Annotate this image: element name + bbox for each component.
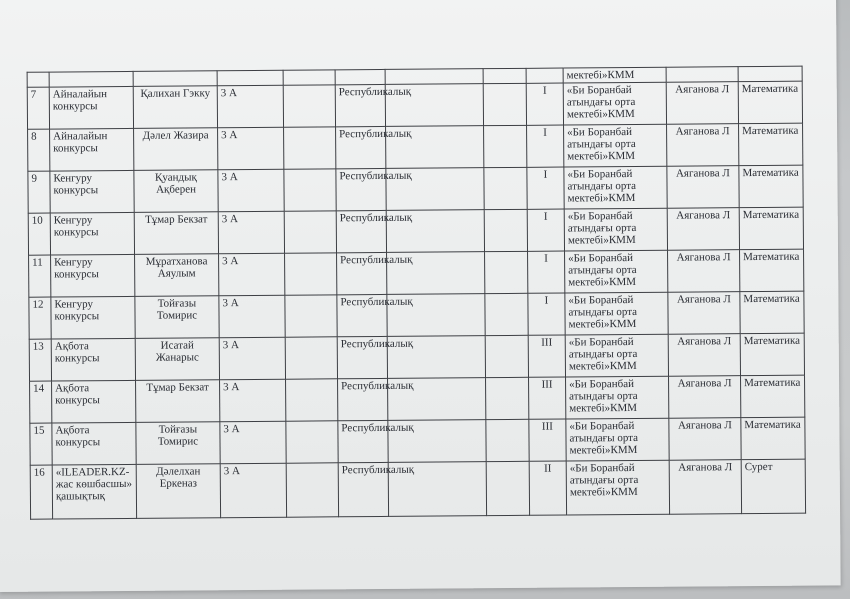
empty-cell <box>285 253 337 295</box>
level: Республикалық <box>337 252 387 294</box>
teacher: Аяганова Л <box>668 334 740 377</box>
level: Республикалық <box>336 168 386 210</box>
school: «Би Боранбай атындағы орта мектебі»КММ <box>565 292 668 335</box>
empty-cell <box>484 209 527 251</box>
empty-cell <box>486 419 529 461</box>
school: «Би Боранбай атындағы орта мектебі»КММ <box>563 82 666 125</box>
row-number: 16 <box>30 465 52 519</box>
contest-name: Кенгуру конкурсы <box>51 254 135 297</box>
school: «Би Боранбай атындағы орта мектебі»КММ <box>564 166 667 209</box>
row-number: 8 <box>28 129 50 171</box>
contest-name: Кенгуру конкурсы <box>51 296 135 339</box>
student-name: Тұмар Бекзат <box>136 380 220 423</box>
grade: 3 А <box>219 253 285 296</box>
level: Республикалық <box>338 378 388 420</box>
empty-cell <box>286 421 338 463</box>
row-number: 14 <box>30 381 52 423</box>
student-name: Мұратханова Аяулым <box>135 254 219 297</box>
empty-cell <box>485 293 528 335</box>
empty-cell <box>284 211 336 253</box>
student-name: Тойғазы Томирис <box>136 422 220 465</box>
subject: Математика <box>739 165 803 208</box>
grade: 3 А <box>219 337 285 380</box>
teacher: Аяганова Л <box>668 292 740 335</box>
empty-cell <box>285 337 337 379</box>
school: «Би Боранбай атындағы орта мектебі»КММ <box>566 418 669 461</box>
student-name: Тұмар Бекзат <box>134 212 218 255</box>
contest-name: Айналайын конкурсы <box>49 86 133 129</box>
subject: Математика <box>741 417 805 460</box>
subject: Математика <box>740 333 804 376</box>
subject: Сурет <box>741 459 805 514</box>
teacher: Аяганова Л <box>669 418 741 461</box>
subject: Математика <box>741 375 805 418</box>
level: Республикалық <box>338 462 388 516</box>
contest-name: Ақбота конкурсы <box>52 422 136 465</box>
place: III <box>529 377 566 419</box>
results-table <box>27 66 806 520</box>
contest-name: Ақбота конкурсы <box>51 338 135 381</box>
empty-cell <box>285 295 337 337</box>
table-row <box>27 81 802 129</box>
teacher: Аяганова Л <box>669 460 741 515</box>
place: I <box>528 251 565 293</box>
empty-cell <box>486 461 529 515</box>
table-row <box>29 333 804 381</box>
student-name: Қалихан Гэкку <box>133 86 217 129</box>
school-cell: мектебі»КММ <box>563 67 666 83</box>
level: Республикалық <box>337 294 387 336</box>
student-name: Тойғазы Томирис <box>135 296 219 339</box>
empty-cell <box>484 125 527 167</box>
row-number: 11 <box>29 255 51 297</box>
contest-name: Айналайын конкурсы <box>50 128 134 171</box>
place: I <box>527 125 564 167</box>
subject: Математика <box>739 207 803 250</box>
subject: Математика <box>739 123 803 166</box>
level: Республикалық <box>336 210 386 252</box>
contest-name: Ақбота конкурсы <box>52 380 136 423</box>
grade: 3 А <box>218 169 284 212</box>
place: I <box>528 293 565 335</box>
student-name: Қуандық Ақберен <box>134 170 218 213</box>
grade: 3 А <box>220 463 286 518</box>
student-name: Дәлелхан Еркеназ <box>136 464 220 519</box>
table-row <box>28 207 803 255</box>
teacher: Аяганова Л <box>667 166 739 209</box>
grade: 3 А <box>219 295 285 338</box>
row-number: 7 <box>27 87 49 129</box>
subject: Математика <box>740 249 804 292</box>
table-row <box>30 459 805 519</box>
empty-cell <box>284 169 336 211</box>
student-name: Дәлел Жазира <box>134 128 218 171</box>
place: I <box>526 83 563 125</box>
grade: 3 А <box>218 211 284 254</box>
row-number: 9 <box>28 171 50 213</box>
level: Республикалық <box>336 126 386 168</box>
level: Республикалық <box>337 336 387 378</box>
empty-cell <box>485 251 528 293</box>
table-row <box>30 417 805 465</box>
teacher: Аяганова Л <box>667 208 739 251</box>
empty-cell <box>485 335 528 377</box>
table-row <box>29 291 804 339</box>
table-row <box>28 123 803 171</box>
contest-name: Кенгуру конкурсы <box>50 170 134 213</box>
empty-cell <box>286 379 338 421</box>
table-row <box>30 375 805 423</box>
place: II <box>529 461 566 515</box>
place: III <box>529 419 566 461</box>
school: «Би Боранбай атындағы орта мектебі»КММ <box>566 460 669 515</box>
table-row <box>29 249 804 297</box>
empty-cell <box>486 377 529 419</box>
place: I <box>527 167 564 209</box>
level: Республикалық <box>338 420 388 462</box>
school: «Би Боранбай атындағы орта мектебі»КММ <box>566 376 669 419</box>
row-number: 13 <box>29 339 51 381</box>
empty-cell <box>283 85 335 127</box>
grade: 3 А <box>220 421 286 464</box>
grade: 3 А <box>217 85 283 128</box>
school: «Би Боранбай атындағы орта мектебі»КММ <box>564 124 667 167</box>
level: Республикалық <box>335 84 385 126</box>
teacher: Аяганова Л <box>669 376 741 419</box>
subject: Математика <box>738 81 802 124</box>
row-number: 10 <box>28 213 50 255</box>
subject: Математика <box>740 291 804 334</box>
school: «Би Боранбай атындағы орта мектебі»КММ <box>565 334 668 377</box>
place: III <box>528 335 565 377</box>
place: I <box>527 209 564 251</box>
table-row <box>28 165 803 213</box>
empty-cell <box>484 167 527 209</box>
grade: 3 А <box>220 379 286 422</box>
teacher: Аяганова Л <box>666 82 738 125</box>
school: «Би Боранбай атындағы орта мектебі»КММ <box>565 250 668 293</box>
teacher: Аяганова Л <box>668 250 740 293</box>
empty-cell <box>483 83 526 125</box>
school: «Би Боранбай атындағы орта мектебі»КММ <box>564 208 667 251</box>
row-number: 12 <box>29 297 51 339</box>
contest-name: Кенгуру конкурсы <box>50 212 134 255</box>
contest-name: «ILEADER.KZ- жас көшбасшы» қашықтық <box>52 464 136 519</box>
row-number: 15 <box>30 423 52 465</box>
grade: 3 А <box>218 127 284 170</box>
teacher: Аяганова Л <box>667 124 739 167</box>
empty-cell <box>286 463 338 517</box>
empty-cell <box>284 127 336 169</box>
student-name: Исатай Жанарыс <box>135 338 219 381</box>
